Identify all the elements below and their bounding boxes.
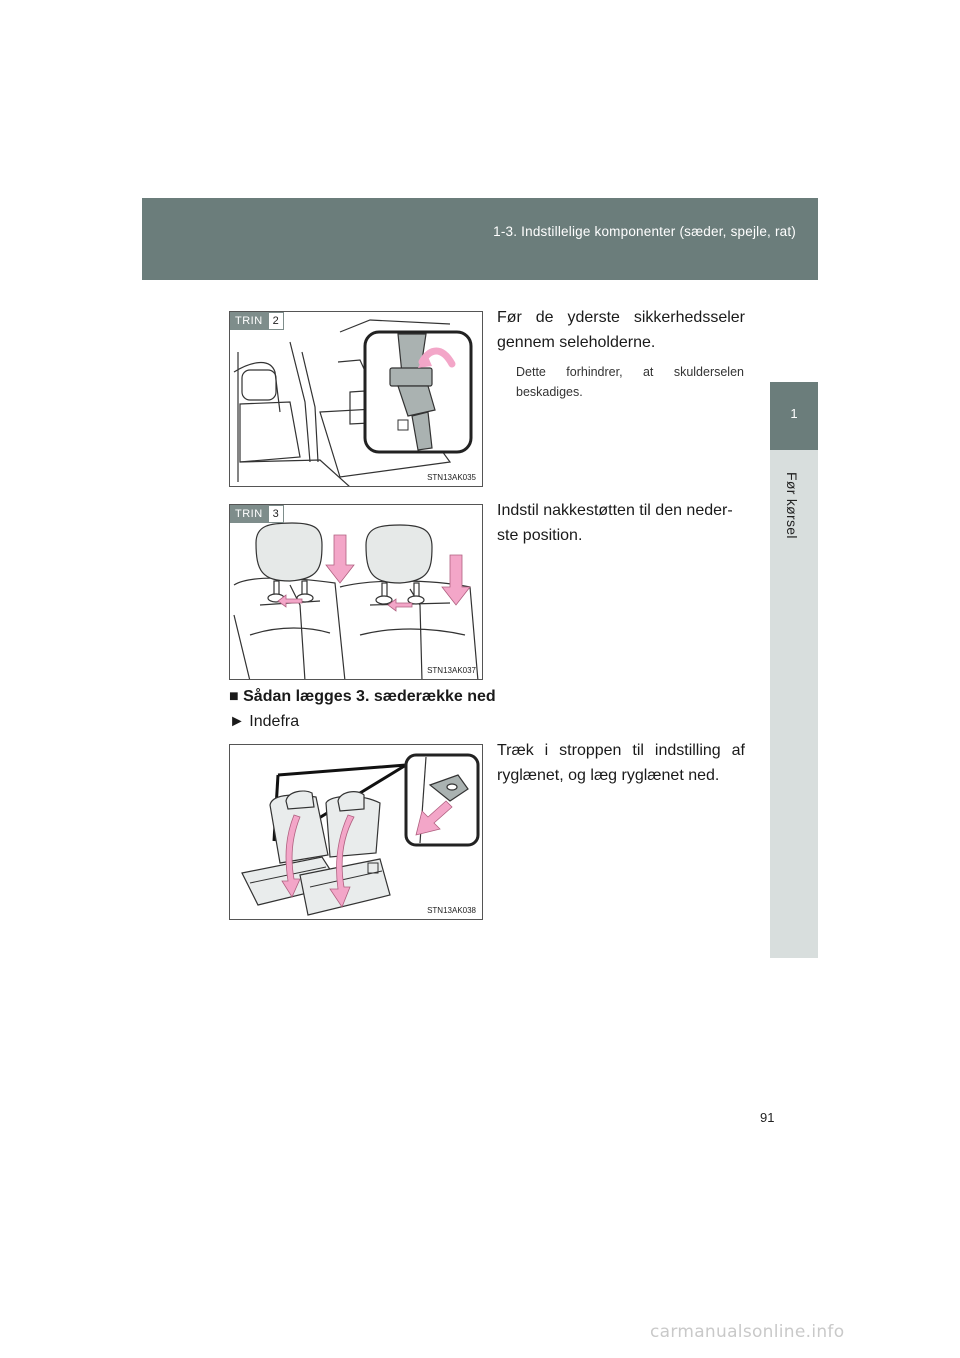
header-band	[142, 198, 818, 280]
seatbelt-illustration	[230, 312, 483, 487]
figure-headrest	[229, 504, 483, 680]
figure-code: STN13AK038	[427, 906, 476, 915]
chapter-number: 1	[790, 406, 798, 421]
chapter-tab	[770, 382, 818, 450]
chapter-label: Før kørsel	[784, 472, 800, 539]
sub-heading-text: Indefra	[249, 713, 300, 730]
figure-code: STN13AK035	[427, 473, 476, 482]
step-word: TRIN	[230, 312, 268, 330]
step-word: TRIN	[230, 505, 268, 523]
step-badge	[230, 505, 284, 523]
fold-instruction: Træk i stroppen til indstilling af ryglænet, og læg ryglænet ned.	[497, 742, 745, 784]
section-title: 1-3. Indstillelige komponenter (sæder, spejle, rat)	[493, 224, 796, 239]
triangle-right-icon: ►	[229, 713, 245, 730]
section-heading	[229, 688, 496, 706]
section-heading-text: Sådan lægges 3. sæderække ned	[243, 688, 496, 705]
bullet-square-icon: ■	[229, 688, 239, 705]
fold-seat-illustration	[230, 745, 483, 920]
figure-seatbelt-holder	[229, 311, 483, 487]
step-number: 3	[268, 505, 284, 523]
step-2-note: Dette forhindrer, at skulderselen beskadiges.	[516, 365, 744, 399]
page-number: 91	[760, 1110, 775, 1125]
chapter-label-strip	[770, 450, 818, 958]
figure-fold-seat	[229, 744, 483, 920]
figure-code: STN13AK037	[427, 666, 476, 675]
headrest-illustration	[230, 505, 483, 680]
step-badge	[230, 312, 284, 330]
step-2-instruction: Før de yderste sikkerhedsseler gennem seleholderne.	[497, 309, 745, 351]
step-number: 2	[268, 312, 284, 330]
sub-heading	[229, 713, 299, 731]
step-3-instruction: Indstil nakkestøtten til den neder- ste position.	[497, 502, 733, 544]
watermark: carmanualsonline.info	[650, 1322, 845, 1342]
